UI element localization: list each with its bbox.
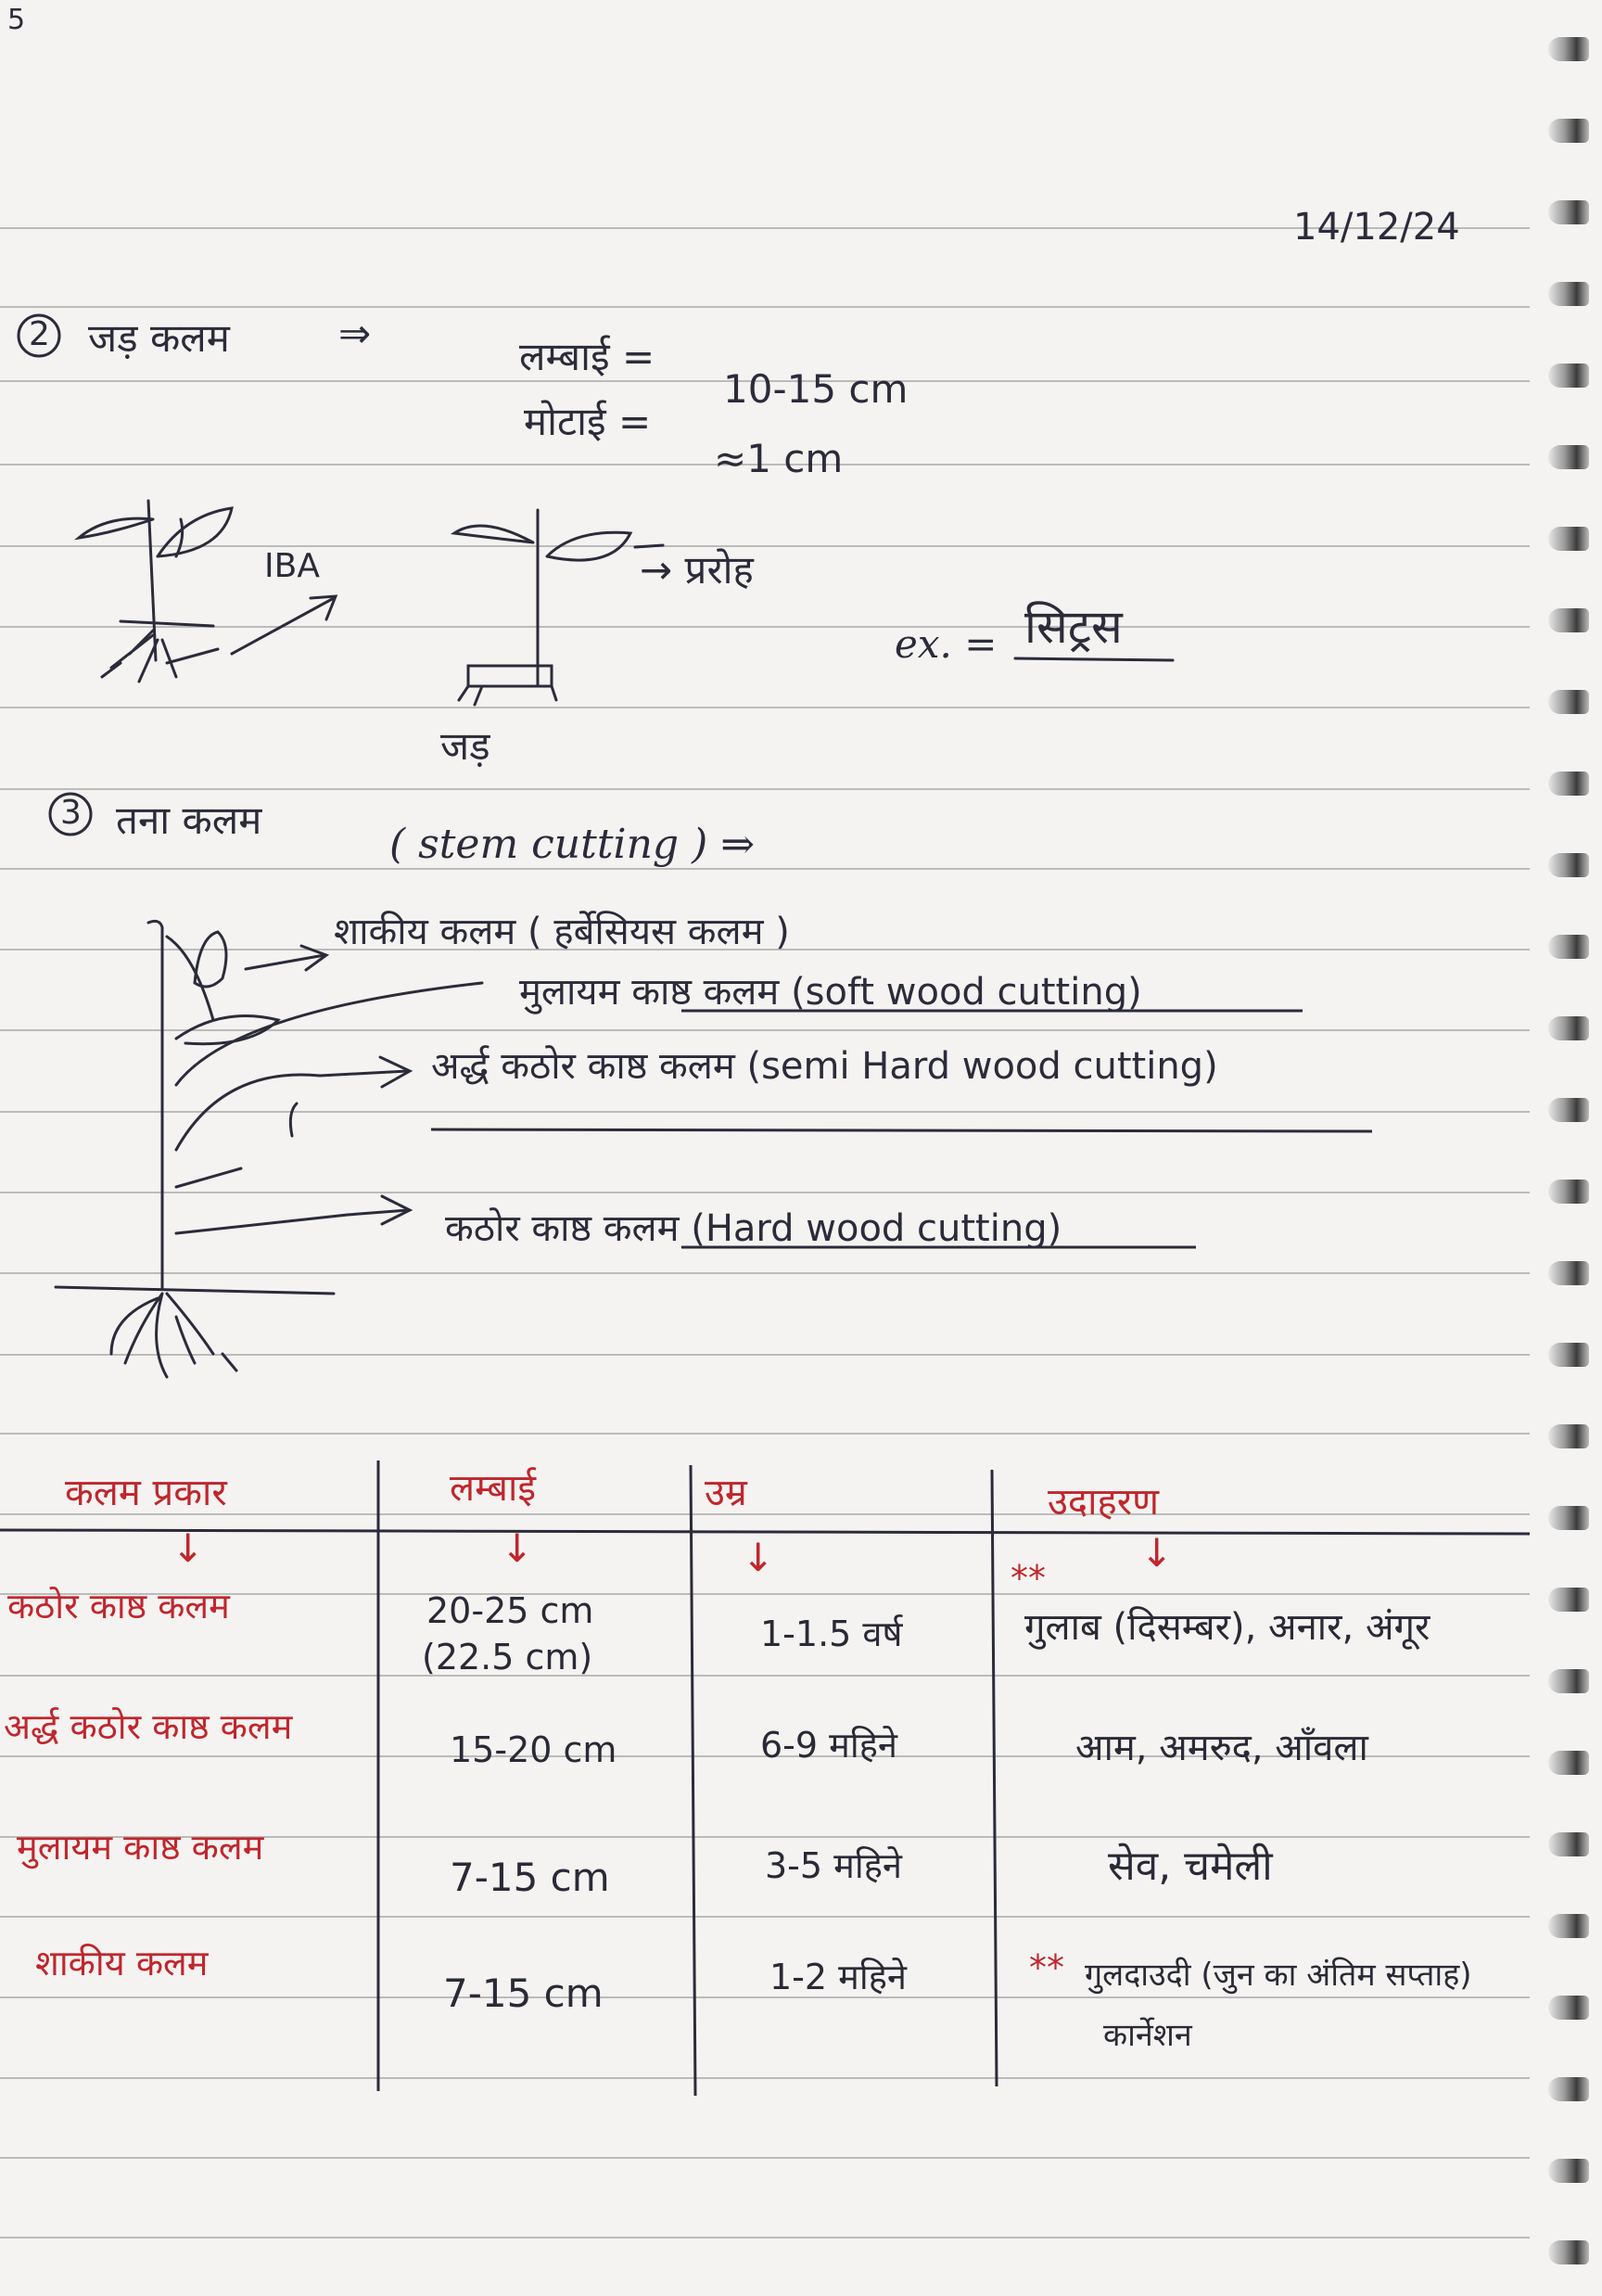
length-value: 10-15 cm [723,366,909,412]
section-3-number: 3 [60,794,82,832]
root-label: जड़ [440,723,490,769]
stem-type-softwood: मुलायम काष्ठ कलम (soft wood cutting) [519,971,1142,1014]
cell-type: अर्द्ध कठोर काष्ठ कलम [4,1706,293,1747]
section-2-arrow: ⇒ [338,311,372,356]
header-example: उदाहरण [1048,1481,1160,1524]
thickness-label: मोटाई = [524,399,652,444]
cell-length: 20-25 cm [426,1590,594,1631]
length-label: लम्बाई = [519,334,655,379]
example-prefix: ex. = [895,621,998,667]
page-number: 5 [7,4,26,36]
thickness-value: ≈1 cm [714,436,844,481]
cell-example: सेव, चमेली [1108,1843,1273,1890]
stem-type-semi-hardwood: अर्द्ध कठोर काष्ठ कलम (semi Hard wood cutting) [431,1045,1218,1088]
stem-type-hardwood: कठोर काष्ठ कलम (Hard wood cutting) [445,1207,1062,1250]
cell-mark: ** [1029,1947,1064,1988]
cell-example: गुलदाउदी (जुन का अंतिम सप्ताह) [1085,1957,1472,1994]
header-age: उम्र [705,1472,747,1514]
cell-age: 1-2 महिने [769,1957,907,1997]
date: 14/12/24 [1293,206,1460,249]
section-3-title: तना कलम [116,797,262,843]
cell-length-note: (22.5 cm) [422,1637,593,1677]
section-2-number: 2 [29,315,50,353]
cell-type: मुलायम काष्ठ कलम [17,1827,264,1868]
example-value: सिट्रस [1024,600,1123,654]
stem-type-herbaceous: शाकीय कलम ( हर्बेसियस कलम ) [334,911,790,953]
cell-age: 3-5 महिने [765,1845,902,1886]
cell-mark: ** [1011,1558,1046,1599]
section-3-title-en: ( stem cutting ) ⇒ [389,821,756,868]
cell-type: कठोर काष्ठ कलम [7,1586,230,1626]
cell-age: 1-1.5 वर्ष [760,1614,903,1654]
shoot-label: → प्ररोह [640,547,754,593]
section-2-title: जड़ कलम [88,315,230,361]
down-arrow-3: ↓ [742,1535,775,1580]
header-type: कलम प्रकार [65,1472,227,1514]
cell-type: शाकीय कलम [35,1943,209,1983]
cell-example: गुलाब (दिसम्बर), अनार, अंगूर [1024,1606,1430,1649]
cell-length: 7-15 cm [450,1855,610,1900]
cell-length: 7-15 cm [443,1971,604,2016]
down-arrow-2: ↓ [501,1525,534,1571]
cell-example: आम, अमरुद, आँवला [1075,1727,1368,1769]
down-arrow-1: ↓ [172,1525,205,1571]
iba-label: IBA [264,547,320,585]
cell-age: 6-9 महिने [760,1725,897,1766]
cell-example-2: कार्नेशन [1103,2017,1192,2054]
cell-length: 15-20 cm [450,1729,617,1770]
header-length: लम्बाई [450,1467,536,1510]
down-arrow-4: ↓ [1140,1530,1174,1575]
